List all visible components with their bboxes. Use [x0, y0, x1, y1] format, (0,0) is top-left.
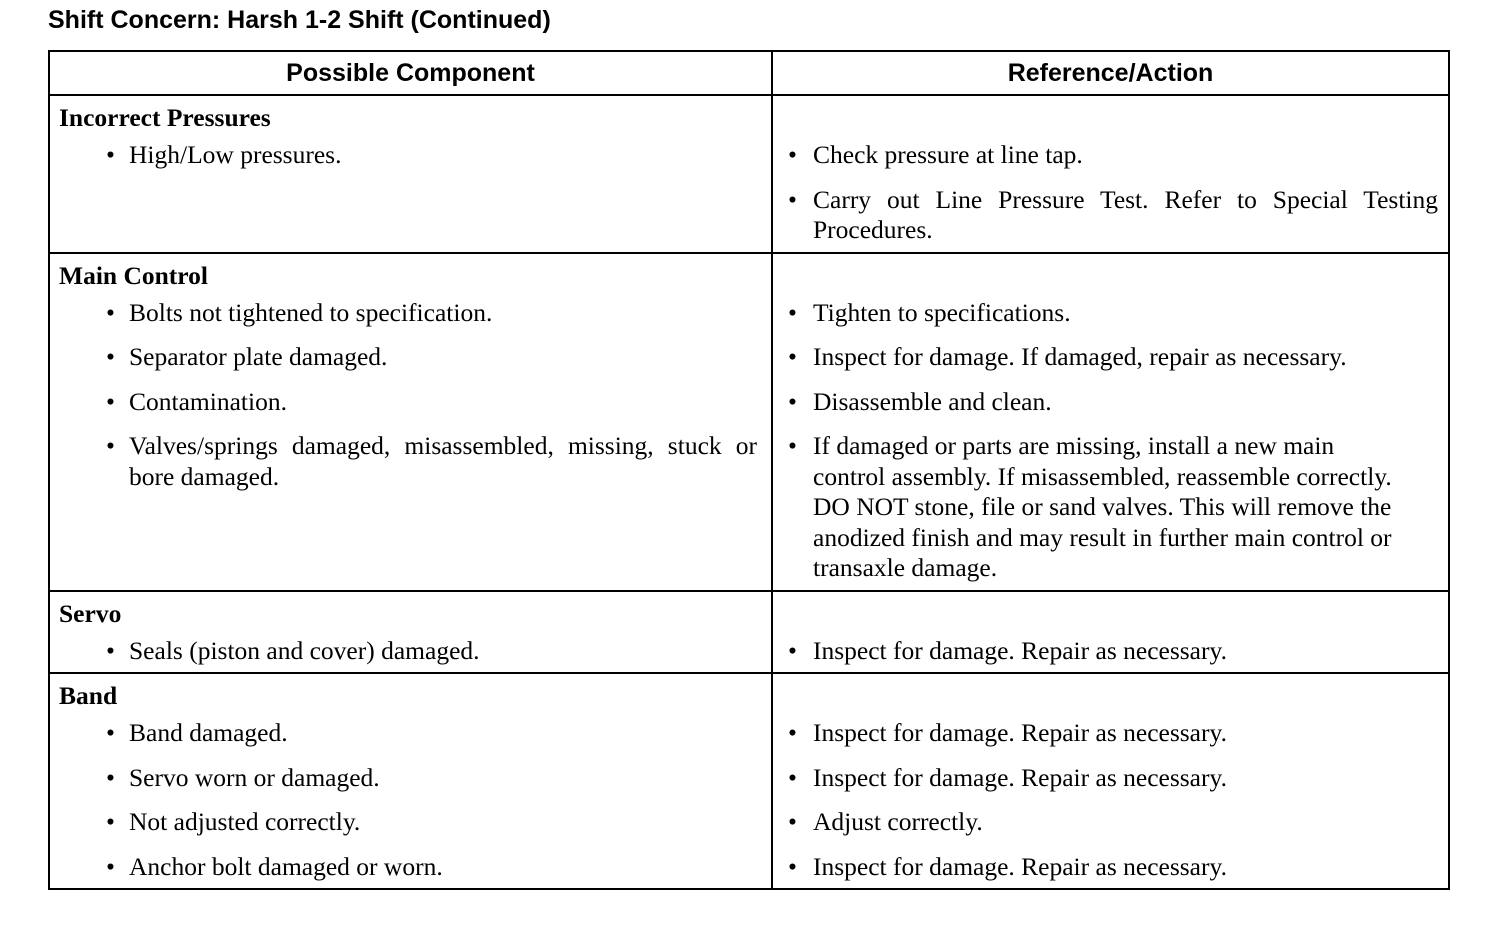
bullet-icon: •: [106, 140, 115, 169]
action-cell: [772, 253, 1449, 591]
bullet-icon: •: [788, 140, 797, 169]
list-item: • Carry out Line Pressure Test. Refer to Special Testing Procedures.: [788, 184, 1438, 244]
list-item: • Inspect for damage. Repair as necessary.: [788, 851, 1227, 881]
list-item: • Anchor bolt damaged or worn.: [106, 851, 443, 881]
bullet-icon: •: [106, 762, 115, 792]
list-item: • Check pressure at line tap.: [788, 140, 1083, 169]
bullet-icon: •: [788, 297, 797, 327]
table-row: [49, 673, 1449, 889]
list-item: • Contamination.: [106, 386, 287, 416]
table-row: [49, 591, 1449, 674]
bullet-icon: •: [788, 762, 797, 792]
list-item: • High/Low pressures.: [106, 140, 342, 169]
bullet-icon: •: [106, 297, 115, 327]
action-cell: [772, 591, 1449, 674]
table-row: [49, 253, 1449, 591]
bullet-icon: •: [106, 718, 115, 747]
action-cell: [772, 95, 1449, 253]
bullet-icon: •: [788, 342, 797, 371]
action-cell: [772, 673, 1449, 889]
bullet-icon: •: [106, 635, 115, 665]
list-item: • Band damaged.: [106, 718, 288, 747]
bullet-icon: •: [788, 807, 797, 836]
bullet-icon: •: [106, 386, 115, 416]
bullet-icon: •: [788, 718, 797, 747]
component-cell: [49, 253, 772, 591]
group-title: Main Control: [59, 260, 208, 290]
group-title: Band: [59, 681, 118, 710]
group-title: Incorrect Pressures: [59, 103, 271, 132]
table-row: [49, 95, 1449, 253]
component-cell: [49, 673, 772, 889]
list-item: • Servo worn or damaged.: [106, 762, 380, 792]
header-reference-action: Reference/Action: [772, 51, 1449, 95]
component-cell: [49, 95, 772, 253]
list-item: • Not adjusted correctly.: [106, 807, 361, 836]
list-item: • Adjust correctly.: [788, 807, 983, 836]
bullet-icon: •: [106, 431, 115, 460]
page-title: Shift Concern: Harsh 1-2 Shift (Continued): [48, 6, 551, 34]
list-item: • If damaged or parts are missing, install a new main control assembly. If misassembled, reassemble correctly. DO NOT stone, file or sand valves. This will remove the anodized finish and may result in further main control or transaxle damage.: [788, 431, 1392, 582]
list-item: • Inspect for damage. Repair as necessary.: [788, 718, 1227, 747]
list-item: • Inspect for damage. Repair as necessary.: [788, 762, 1227, 792]
list-item: • Bolts not tightened to specification.: [106, 297, 493, 327]
list-item: • Separator plate damaged.: [106, 342, 388, 371]
list-item: • Tighten to specifications.: [788, 297, 1071, 327]
bullet-icon: •: [788, 431, 797, 460]
list-item: • Valves/springs damaged, misassembled, missing, stuck or bore damaged.: [106, 431, 757, 491]
list-item: • Inspect for damage. If damaged, repair as necessary.: [788, 342, 1347, 371]
bullet-icon: •: [106, 807, 115, 836]
bullet-icon: •: [788, 386, 797, 416]
bullet-icon: •: [788, 184, 797, 214]
list-item: • Seals (piston and cover) damaged.: [106, 635, 480, 665]
bullet-icon: •: [788, 851, 797, 881]
group-title: Servo: [59, 598, 122, 628]
diagnosis-table: [48, 50, 1450, 890]
list-item: • Disassemble and clean.: [788, 386, 1052, 416]
bullet-icon: •: [106, 851, 115, 881]
header-possible-component: Possible Component: [49, 51, 772, 95]
header-row: [49, 51, 1449, 95]
bullet-icon: •: [106, 342, 115, 371]
bullet-icon: •: [788, 635, 797, 665]
component-cell: [49, 591, 772, 674]
list-item: • Inspect for damage. Repair as necessary.: [788, 635, 1227, 665]
